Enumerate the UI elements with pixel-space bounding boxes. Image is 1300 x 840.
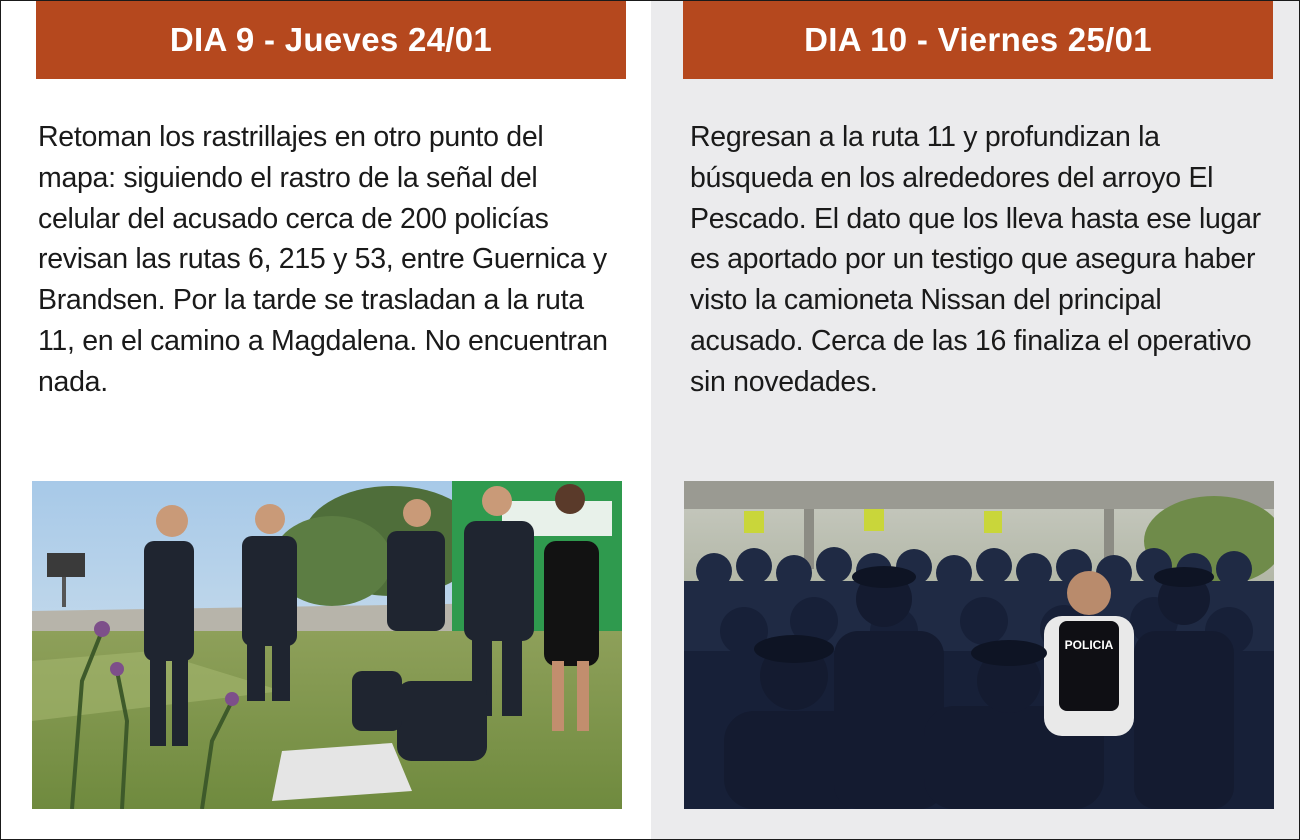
search-team-photo-illustration bbox=[32, 481, 622, 809]
day-9-header: DIA 9 - Jueves 24/01 bbox=[36, 1, 626, 79]
police-group-photo-illustration bbox=[684, 481, 1274, 809]
day-9-panel bbox=[1, 1, 651, 839]
police-group-photo-icon bbox=[684, 481, 1274, 809]
day-10-panel bbox=[651, 1, 1299, 839]
search-team-photo-icon bbox=[32, 481, 622, 809]
day-10-header: DIA 10 - Viernes 25/01 bbox=[683, 1, 1273, 79]
day-10-description: Regresan a la ruta 11 y profundizan la búsqueda en los alrededores del arroyo El Pescado. El dato que los lleva hasta ese lugar es aportado por un testigo que asegura haber visto la camioneta Nissan del principal acusado. Cerca de las 16 finaliza el operativo sin novedades. bbox=[690, 121, 1261, 398]
police-vest-label: POLICIA bbox=[1064, 638, 1114, 652]
day-9-description: Retoman los rastrillajes en otro punto del mapa: siguiendo el rastro de la señal del celular del acusado cerca de 200 policías revisan las rutas 6, 215 y 53, entre Guernica y Brandsen. Por la tarde se trasladan a la ruta 11, en el camino a Magdalena. No encuentran nada. bbox=[38, 121, 608, 398]
